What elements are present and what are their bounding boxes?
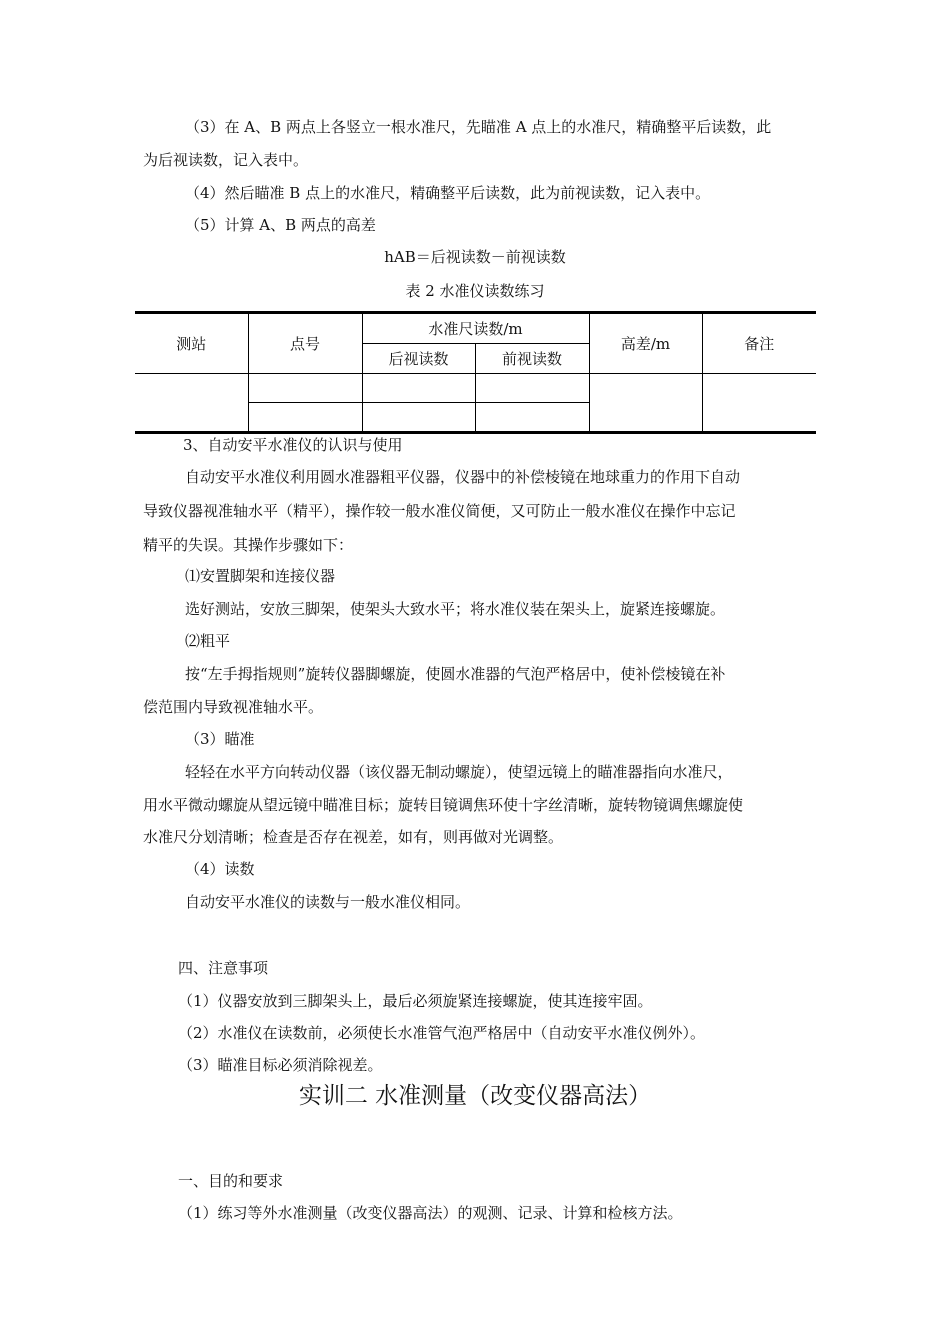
step3-aim-line3: 水准尺分划清晰；检查是否存在视差，如有，则再做对光调整。 [143,828,564,846]
step3-line2: 为后视读数，记入表中。 [143,151,309,169]
header-point: 点号 [248,313,362,374]
table-header-row [135,313,816,344]
cell-point [248,374,362,403]
header-backsight: 后视读数 [362,344,475,374]
auto-level-heading: 3、自动安平水准仪的认识与使用 [183,436,403,454]
auto-level-intro-line2: 导致仪器视准轴水平（精平），操作较一般水准仪简便，又可防止一般水准仪在操作中忘记 [143,502,736,520]
step4-read-text: 自动安平水准仪的读数与一般水准仪相同。 [185,893,471,911]
step2-line1: 按“左手拇指规则”旋转仪器脚螺旋，使圆水准器的气泡严格居中，使补偿棱镜在补 [185,665,726,683]
cell-foresight [475,374,589,403]
auto-level-intro-line1: 自动安平水准仪利用圆水准器粗平仪器，仪器中的补偿棱镜在地球重力的作用下自动 [185,468,741,486]
notes-heading: 四、注意事项 [178,959,269,977]
note-3: （3）瞄准目标必须消除视差。 [178,1056,383,1074]
purpose-heading: 一、目的和要求 [178,1172,284,1190]
cell-foresight [475,403,589,433]
table-row [135,374,816,403]
cell-backsight [362,374,475,403]
purpose-item-1: （1）练习等外水准测量（改变仪器高法）的观测、记录、计算和检核方法。 [178,1204,683,1222]
step2-title: ⑵粗平 [185,632,231,650]
cell-height-diff [589,374,702,433]
step1-text: 选好测站，安放三脚架，使架头大致水平；将水准仪装在架头上，旋紧连接螺旋。 [185,600,726,618]
cell-station [135,374,248,433]
header-foresight: 前视读数 [475,344,589,374]
note-1: （1）仪器安放到三脚架头上，最后必须旋紧连接螺旋，使其连接牢固。 [178,992,653,1010]
step3-title: （3）瞄准 [185,730,255,748]
cell-backsight [362,403,475,433]
section-title: 实训二 水准测量（改变仪器高法） [298,1083,652,1109]
header-remark: 备注 [702,313,816,374]
step3-aim-line2: 用水平微动螺旋从望远镜中瞄准目标；旋转目镜调焦环使十字丝清晰，旋转物镜调焦螺旋使 [143,796,744,814]
header-rod-reading: 水准尺读数/m [362,313,589,344]
note-2: （2）水准仪在读数前，必须使长水准管气泡严格居中（自动安平水准仪例外）。 [178,1024,706,1042]
step3-line1: （3）在 A、B 两点上各竖立一根水准尺，先瞄准 A 点上的水准尺，精确整平后读数，此 [185,118,772,136]
step3-aim-line1: 轻轻在水平方向转动仪器（该仪器无制动螺旋），使望远镜上的瞄准器指向水准尺， [185,763,733,781]
cell-remark [702,374,816,433]
header-station: 测站 [135,313,248,374]
step4-text: （4）然后瞄准 B 点上的水准尺，精确整平后读数，此为前视读数，记入表中。 [185,184,711,202]
step1-title: ⑴安置脚架和连接仪器 [185,567,336,585]
table-caption: 表 2 水准仪读数练习 [405,282,545,300]
header-height-diff: 高差/m [589,313,702,374]
formula: hAB＝后视读数－前视读数 [384,248,566,266]
step4-title: （4）读数 [185,860,255,878]
step2-line2: 偿范围内导致视准轴水平。 [143,698,324,716]
cell-point [248,403,362,433]
reading-table [135,311,816,434]
step5-text: （5）计算 A、B 两点的高差 [185,216,376,234]
auto-level-intro-line3: 精平的失误。其操作步骤如下： [143,536,354,554]
